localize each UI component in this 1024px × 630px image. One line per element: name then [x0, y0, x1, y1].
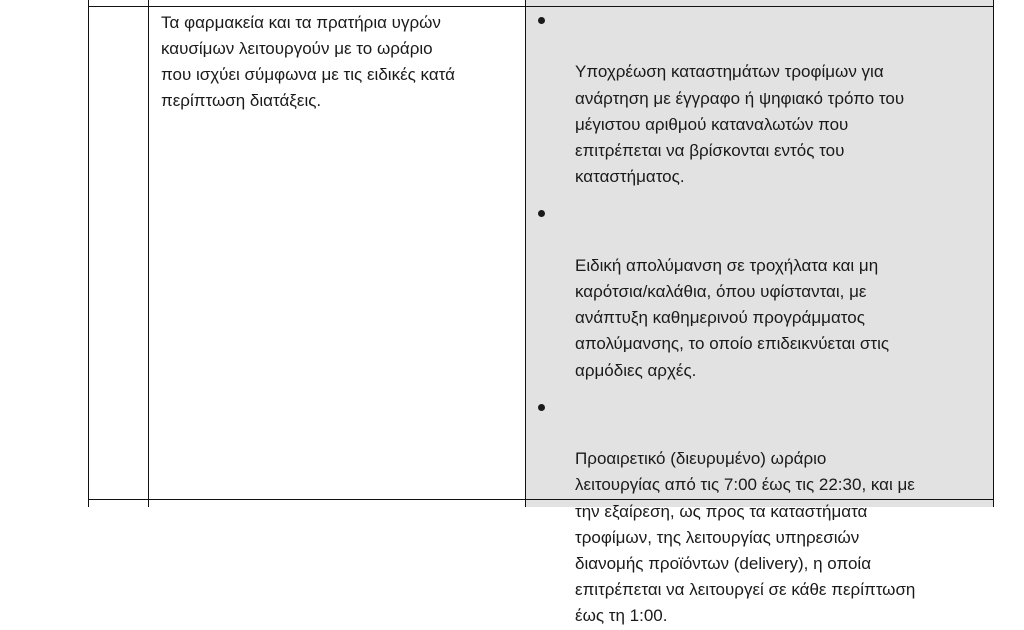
bullet-icon: [538, 404, 545, 411]
measures-table: [88, 0, 994, 626]
list-item: [526, 7, 994, 190]
table-bottom-border: [88, 499, 994, 500]
table-cell-right: [526, 0, 994, 626]
list-item: [526, 200, 994, 383]
table-top-border: [88, 6, 994, 7]
table-cell-index: [88, 0, 149, 507]
list-item: [526, 394, 994, 630]
left-cell-text: Τα φαρμακεία και τα πρατήρια υγρών καυσίμων λειτουργούν με το ωράριο που ισχύει σύμφωνα με τις ειδικές κατά περίπτωση διατάξεις.: [161, 13, 455, 110]
bullet-text: Υποχρέωση καταστημάτων τροφίμων για ανάρτηση με έγγραφο ή ψηφιακό τρόπο του μέγιστου αριθμού καταναλωτών που επιτρέπεται να βρίσκονται εντός του καταστήματος.: [575, 62, 905, 187]
bullet-icon: [538, 17, 545, 24]
bullet-text: Ειδική απολύμανση σε τροχήλατα και μη καρότσια/καλάθια, όπου υφίστανται, με ανάπτυξη καθημερινού προγράμματος απολύμανσης, το οποίο επιδεικνύεται στις αρμόδιες αρχές.: [575, 255, 890, 380]
bullet-list: [526, 7, 994, 630]
bullet-text: Προαιρετικό (διευρυμένο) ωράριο λειτουργίας από τις 7:00 έως τις 22:30, και με την εξαίρεση, ως προς τα καταστήματα τροφίμων, της λειτουργίας υπηρεσιών διανομής προϊόντων (delivery), η οποία επιτρέπεται να λειτουργεί σε κάθε περίπτωση έως τη 1:00.: [575, 449, 916, 626]
bullet-icon: [538, 210, 545, 217]
table-cell-left: [149, 0, 526, 507]
